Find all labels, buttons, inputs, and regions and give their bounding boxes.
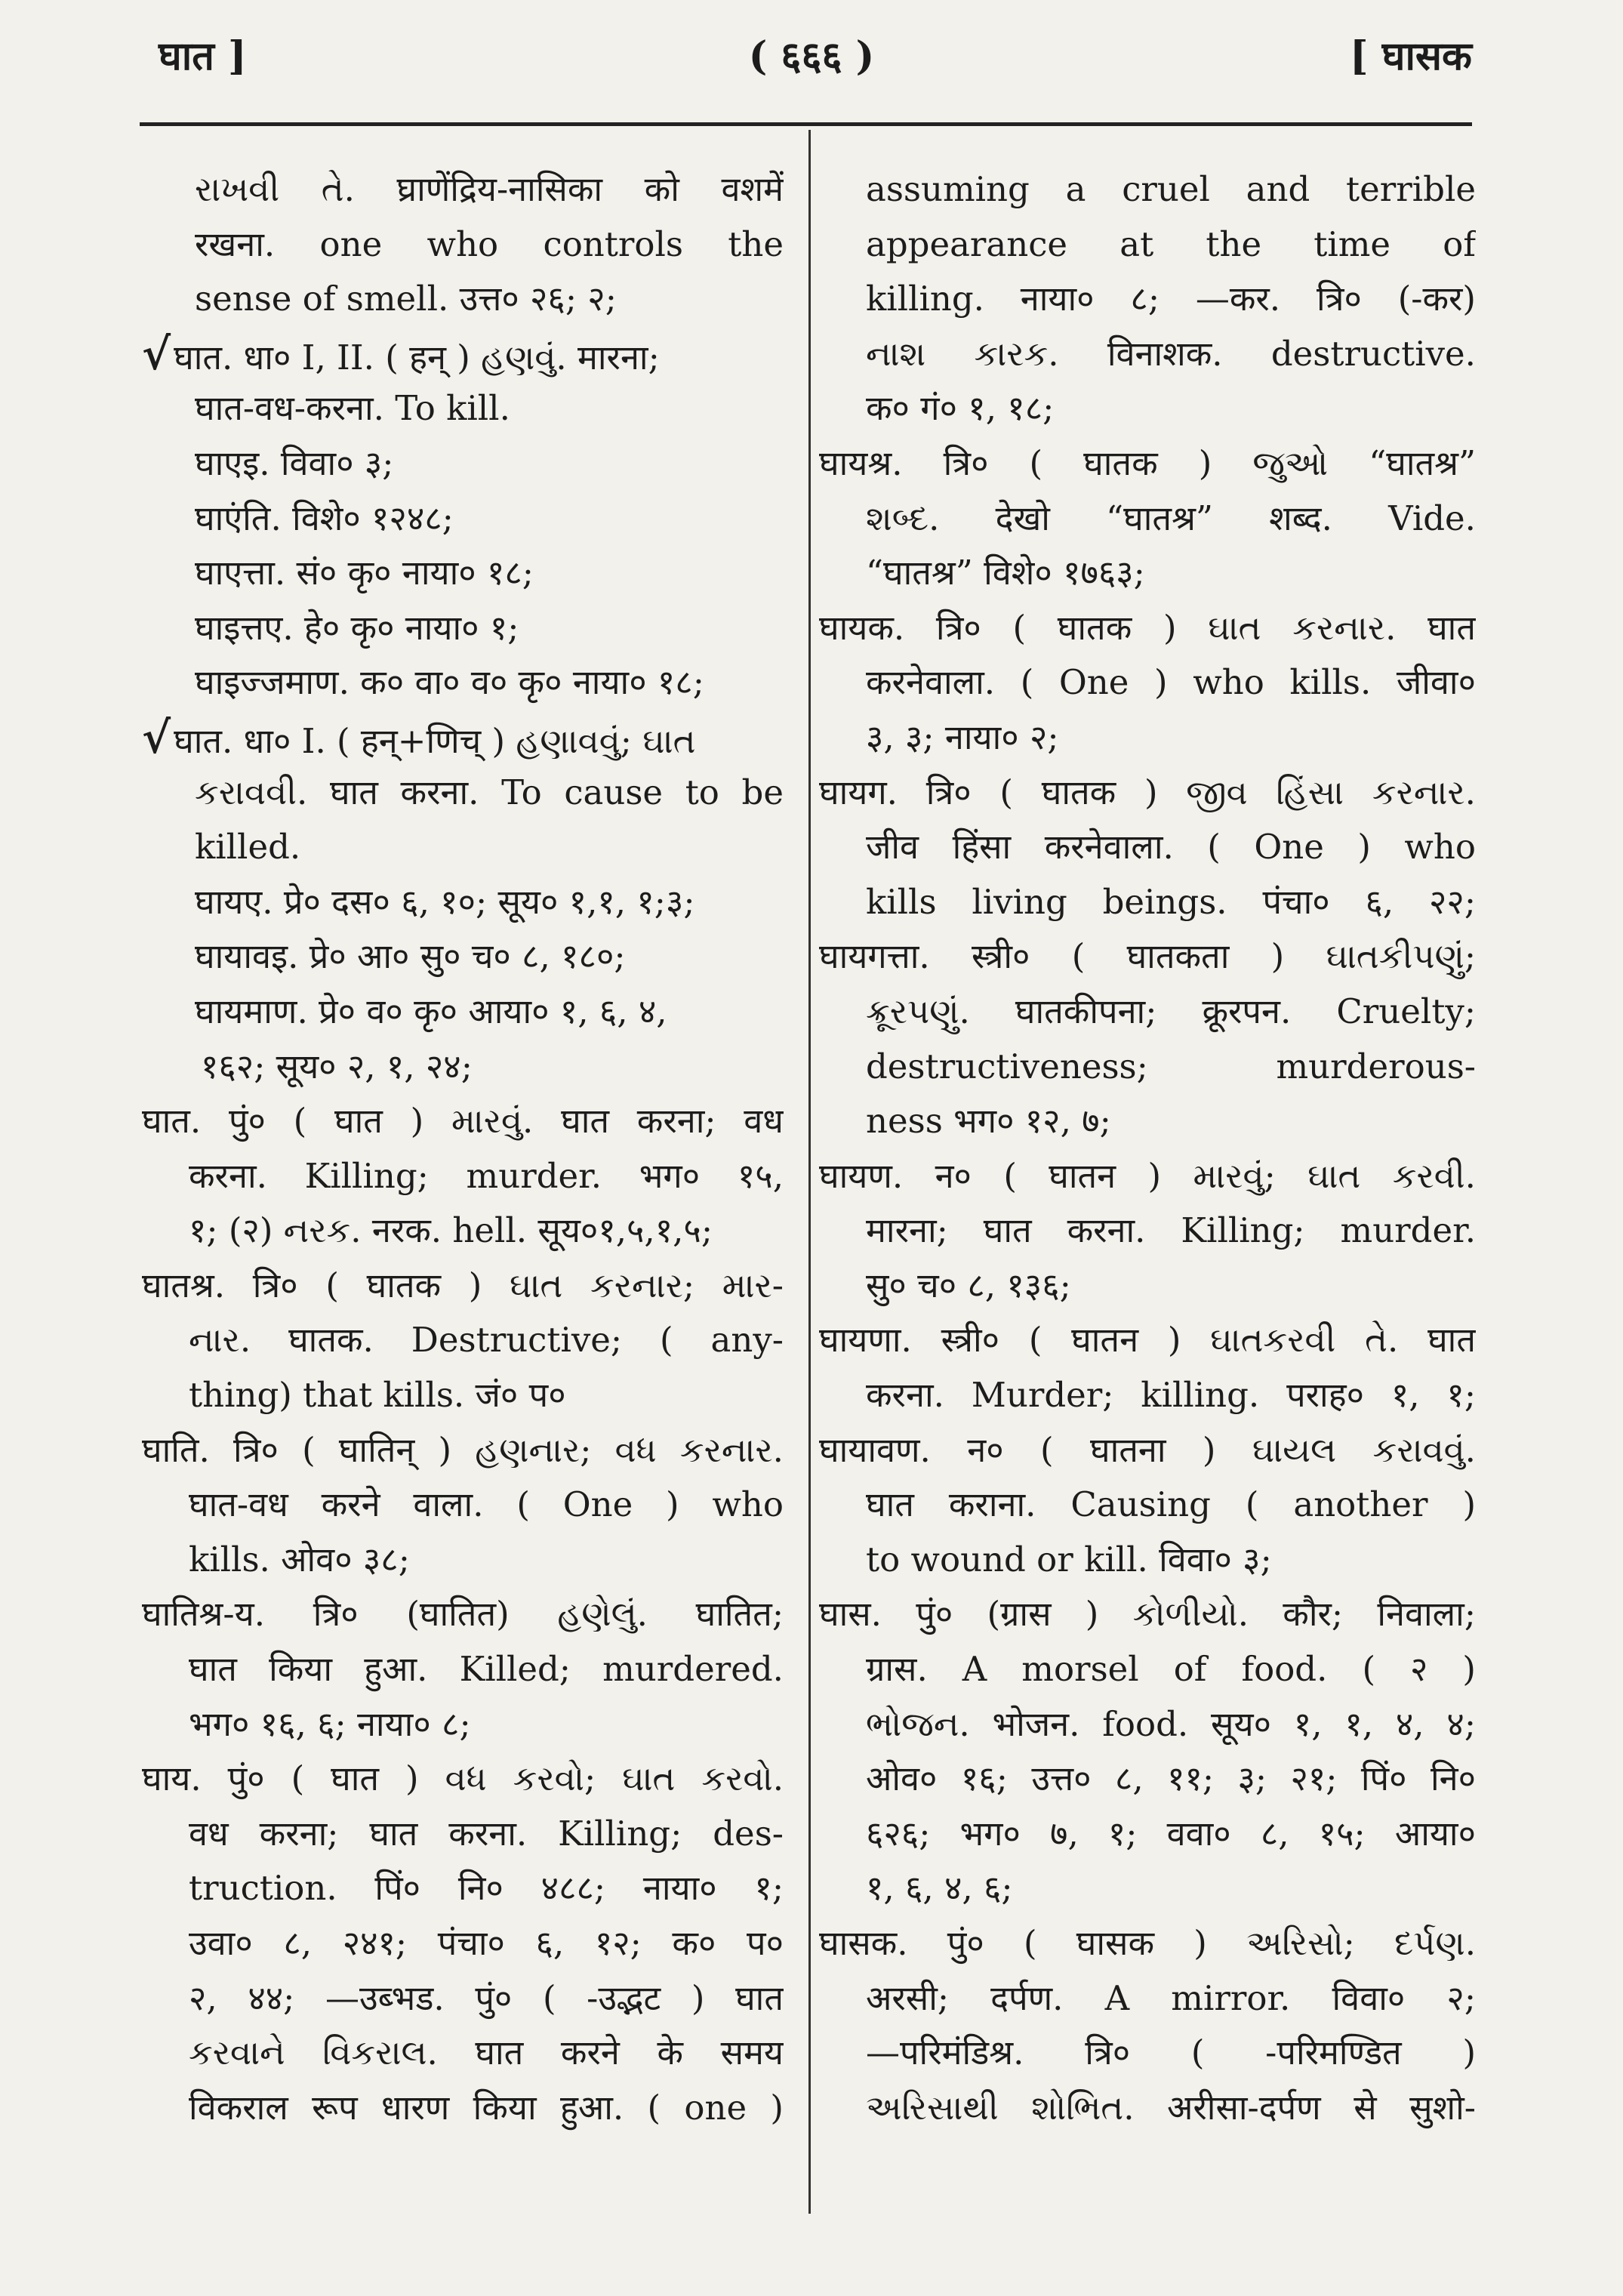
entry-line bbox=[819, 1313, 1476, 1368]
entry-line bbox=[819, 327, 1476, 382]
entry-line bbox=[819, 546, 1476, 601]
entry-text: घातश्र. त्रि० ( घातक ) ઘાત કરનાર; માર- bbox=[142, 1265, 784, 1305]
entry-text: thing) that kills. जं० प० bbox=[189, 1375, 566, 1416]
entry-text: घाएंति. विशे० १२४८; bbox=[195, 498, 454, 538]
entry-line bbox=[819, 1861, 1476, 1916]
entry-line bbox=[819, 1916, 1476, 1971]
entry-line bbox=[142, 1642, 784, 1697]
entry-line bbox=[142, 875, 784, 930]
entry-line bbox=[142, 985, 784, 1040]
entry-line bbox=[819, 2081, 1476, 2136]
entry-line bbox=[819, 1478, 1476, 1533]
entry-line bbox=[819, 1971, 1476, 2026]
entry-text: घाइत्तए. हे० कृ० नाया० १; bbox=[195, 607, 519, 648]
entry-text: १, ६, ४, ६; bbox=[866, 1868, 1013, 1909]
entry-line bbox=[142, 655, 784, 710]
entry-text: करना. Killing; murder. भग० १५, bbox=[189, 1155, 784, 1196]
entry-text: घात. पुं० ( घात ) મારવું. घात करना; वध bbox=[142, 1101, 784, 1142]
entry-line bbox=[142, 1916, 784, 1971]
entry-text: घायश्र. त्रि० ( घातक ) જુઓ “घातश्र” bbox=[819, 442, 1476, 483]
entry-text: करनेवाला. ( One ) who kills. जीवा० bbox=[866, 662, 1476, 703]
entry-line bbox=[819, 1423, 1476, 1478]
entry-line bbox=[142, 929, 784, 985]
entry-line bbox=[819, 1203, 1476, 1259]
entry-text: —परिमंडिश्र. त्रि० ( -परिमण्डित ) bbox=[866, 2032, 1476, 2073]
entry-line bbox=[819, 985, 1476, 1040]
entry-line bbox=[819, 1697, 1476, 1752]
entry-text: ३, ३; नाया० २; bbox=[866, 717, 1059, 757]
entry-line bbox=[142, 601, 784, 656]
entry-line bbox=[819, 1533, 1476, 1588]
entry-line bbox=[142, 327, 784, 382]
entry-text: घाति. त्रि० ( घातिन् ) હણનાર; વધ કરનાર. bbox=[142, 1429, 784, 1470]
entry-line bbox=[142, 272, 784, 327]
right-column bbox=[819, 162, 1476, 2261]
entry-text: “घातश्र” विशे० १७६३; bbox=[866, 553, 1145, 593]
entry-line bbox=[142, 710, 784, 766]
entry-text: શબ્દ. देखो “घातश्र” शब्द. Vide. bbox=[866, 498, 1476, 538]
entry-text: घातिश्र-य. त्रि० (घातित) હણેલું. घातित; bbox=[142, 1594, 784, 1635]
entry-text: घायावण. न० ( घातना ) ઘાયલ કરાવવું. bbox=[819, 1429, 1476, 1470]
entry-line bbox=[819, 1807, 1476, 1862]
entry-text: १६२; सूय० २, १, २४; bbox=[201, 1046, 473, 1086]
entry-text: घात किया हुआ. Killed; murdered. bbox=[189, 1649, 784, 1690]
left-column bbox=[142, 162, 784, 2261]
entry-line bbox=[142, 1423, 784, 1478]
entry-line bbox=[819, 492, 1476, 547]
entry-text: ओव० १६; उत्त० ८, ११; ३; २१; पिं० नि० bbox=[866, 1758, 1476, 1799]
entry-text: ક્રૂરપણું. घातकीपना; क्रूरपन. Cruelty; bbox=[866, 991, 1476, 1031]
entry-line bbox=[142, 1259, 784, 1314]
entry-text: घासक. पुं० ( घासक ) અરિસો; દર્પણ. bbox=[819, 1923, 1476, 1963]
entry-text: નાશ કારક. विनाशक. destructive. bbox=[866, 333, 1476, 374]
entry-line bbox=[142, 1697, 784, 1752]
entry-text: घाएइ. विवा० ३; bbox=[195, 442, 394, 483]
entry-text: घाय. पुं० ( घात ) વધ કરવો; ઘાત કરવો. bbox=[142, 1758, 784, 1799]
entry-line bbox=[819, 875, 1476, 930]
entry-line bbox=[142, 1807, 784, 1862]
entry-text: ભોજન. भोजन. food. सूय० १, १, ४, ४; bbox=[866, 1703, 1476, 1744]
entry-line bbox=[819, 1368, 1476, 1423]
entry-line bbox=[819, 1752, 1476, 1807]
entry-text: રાખવી તે. घ्राणेंद्रिय-नासिका को वशमें bbox=[195, 169, 784, 209]
entry-line bbox=[142, 436, 784, 492]
entry-text: assuming a cruel and terrible bbox=[866, 169, 1476, 209]
entry-text: ग्रास. A morsel of food. ( २ ) bbox=[866, 1649, 1476, 1690]
entry-line bbox=[819, 1149, 1476, 1204]
entry-text: घायण. न० ( घातन ) મારવું; ઘાત કરવી. bbox=[819, 1155, 1476, 1196]
entry-text: truction. पिं० नि० ४८८; नाया० १; bbox=[189, 1868, 784, 1909]
entry-text: उवा० ८, २४१; पंचा० ६, १२; क० प० bbox=[189, 1923, 784, 1963]
entry-text: kills living beings. पंचा० ६, २२; bbox=[866, 881, 1476, 922]
entry-text: કરાવવી. घात करना. To cause to be bbox=[195, 772, 784, 812]
entry-line bbox=[142, 766, 784, 821]
entry-line bbox=[142, 1478, 784, 1533]
entry-line bbox=[142, 1533, 784, 1588]
entry-text: विकराल रूप धारण किया हुआ. ( one ) bbox=[189, 2087, 784, 2128]
entry-line bbox=[819, 381, 1476, 436]
entry-line bbox=[819, 929, 1476, 985]
entry-text: घायावइ. प्रे० आ० सु० च० ८, १८०; bbox=[195, 936, 626, 977]
entry-text: क० गं० १, १८; bbox=[866, 388, 1055, 429]
entry-text: sense of smell. उत्त० २६; २; bbox=[195, 279, 617, 319]
entry-text: घाइज्जमाण. क० वा० व० कृ० नाया० १८; bbox=[195, 662, 704, 703]
entry-line bbox=[142, 1861, 784, 1916]
entry-text: २, ४४; —उब्भड. पुं० ( -उद्भट ) घात bbox=[189, 1977, 784, 2018]
header-rule bbox=[140, 122, 1472, 126]
entry-text: घायक. त्रि० ( घातक ) ઘાત કરનાર. घात bbox=[819, 607, 1476, 648]
header-right-guideword: [ घासक bbox=[1350, 33, 1472, 79]
entry-line bbox=[819, 272, 1476, 327]
entry-text: घाएत्ता. सं० कृ० नाया० १८; bbox=[195, 553, 534, 593]
entry-line bbox=[819, 1587, 1476, 1642]
entry-text: रखना. one who controls the bbox=[195, 223, 784, 264]
header-left-guideword: घात ] bbox=[159, 33, 247, 79]
entry-text: killed. bbox=[195, 827, 301, 868]
entry-line bbox=[819, 601, 1476, 656]
entry-line bbox=[819, 1094, 1476, 1149]
entry-text: सु० च० ८, १३६; bbox=[866, 1265, 1071, 1305]
entry-text: घायगत्ता. स्त्री० ( घातकता ) ઘાતકીપણું; bbox=[819, 936, 1476, 977]
page-number: ( ६६६ ) bbox=[748, 33, 875, 79]
entry-line bbox=[819, 436, 1476, 492]
entry-text: घायणा. स्त्री० ( घातन ) ઘાતકરવી તે. घात bbox=[819, 1320, 1476, 1361]
entry-text: जीव हिंसा करनेवाला. ( One ) who bbox=[866, 827, 1476, 868]
check-mark-icon: √ bbox=[142, 711, 171, 763]
entry-text: kills. ओव० ३८; bbox=[189, 1539, 410, 1579]
entry-line bbox=[142, 2026, 784, 2081]
entry-text: to wound or kill. विवा० ३; bbox=[866, 1539, 1272, 1579]
column-divider bbox=[808, 130, 811, 2214]
entry-line bbox=[142, 2081, 784, 2136]
entry-line bbox=[819, 217, 1476, 273]
check-mark-icon: √ bbox=[142, 328, 171, 380]
entry-text: घायए. प्रे० दस० ६, १०; सूय० १,१, १;३; bbox=[195, 881, 695, 922]
entry-text: घात. धा० I. ( हन्+णिच् ) હણાવવું; ઘાત bbox=[174, 720, 696, 761]
entry-line bbox=[819, 2026, 1476, 2081]
entry-line bbox=[142, 1203, 784, 1259]
entry-text: નાર. घातक. Destructive; ( any- bbox=[189, 1320, 784, 1361]
entry-line bbox=[142, 1368, 784, 1423]
entry-text: ६२६; भग० ७, १; ववा० ८, १५; आया० bbox=[866, 1813, 1476, 1854]
entry-text: घायग. त्रि० ( घातक ) જીવ હિંસા કરનાર. bbox=[819, 772, 1476, 812]
entry-line bbox=[142, 217, 784, 273]
entry-text: killing. नाया० ८; —कर. त्रि० (-कर) bbox=[866, 279, 1476, 319]
entry-text: घात-वध करने वाला. ( One ) who bbox=[189, 1484, 784, 1525]
entry-text: १; (२) નરક. नरक. hell. सूय०१,५,१,५; bbox=[189, 1210, 713, 1251]
entry-line bbox=[142, 1752, 784, 1807]
entry-text: અરિસાથી શોભિત. अरीसा-दर्पण से सुशो- bbox=[866, 2087, 1476, 2128]
entry-line bbox=[142, 492, 784, 547]
entry-text: अरसी; दर्पण. A mirror. विवा० २; bbox=[866, 1977, 1476, 2018]
entry-line bbox=[819, 766, 1476, 821]
entry-line bbox=[142, 1149, 784, 1204]
entry-text: घात. धा० I, II. ( हन् ) હણવું. मारना; bbox=[174, 337, 660, 378]
entry-line bbox=[819, 1642, 1476, 1697]
entry-text: घात कराना. Causing ( another ) bbox=[866, 1484, 1476, 1525]
entry-text: appearance at the time of bbox=[866, 223, 1476, 264]
entry-text: घायमाण. प्रे० व० कृ० आया० १, ६, ४, bbox=[195, 991, 667, 1031]
entry-line bbox=[142, 1313, 784, 1368]
entry-line bbox=[142, 1587, 784, 1642]
entry-line bbox=[819, 1040, 1476, 1095]
entry-text: वध करना; घात करना. Killing; des- bbox=[189, 1813, 784, 1854]
entry-line bbox=[819, 710, 1476, 766]
entry-line bbox=[142, 1971, 784, 2026]
entry-line bbox=[142, 546, 784, 601]
entry-line bbox=[819, 655, 1476, 710]
entry-text: ness भग० १२, ७; bbox=[866, 1101, 1111, 1142]
entry-line bbox=[142, 381, 784, 436]
entry-text: घास. पुं० (ग्रास ) કોળીયો. कौर; निवाला; bbox=[819, 1594, 1476, 1635]
entry-text: मारना; घात करना. Killing; murder. bbox=[866, 1210, 1476, 1251]
entry-line bbox=[819, 1259, 1476, 1314]
entry-line bbox=[142, 820, 784, 875]
entry-line bbox=[819, 162, 1476, 217]
entry-line bbox=[142, 1040, 784, 1095]
entry-line bbox=[142, 1094, 784, 1149]
entry-text: करना. Murder; killing. पराह० १, १; bbox=[866, 1375, 1476, 1416]
entry-line bbox=[819, 820, 1476, 875]
entry-line bbox=[142, 162, 784, 217]
entry-text: કરવાને વિકરાલ. घात करने के समय bbox=[189, 2032, 784, 2073]
entry-text: destructiveness; murderous- bbox=[866, 1046, 1476, 1086]
entry-text: भग० १६, ६; नाया० ८; bbox=[189, 1703, 471, 1744]
entry-text: घात-वध-करना. To kill. bbox=[195, 388, 510, 429]
